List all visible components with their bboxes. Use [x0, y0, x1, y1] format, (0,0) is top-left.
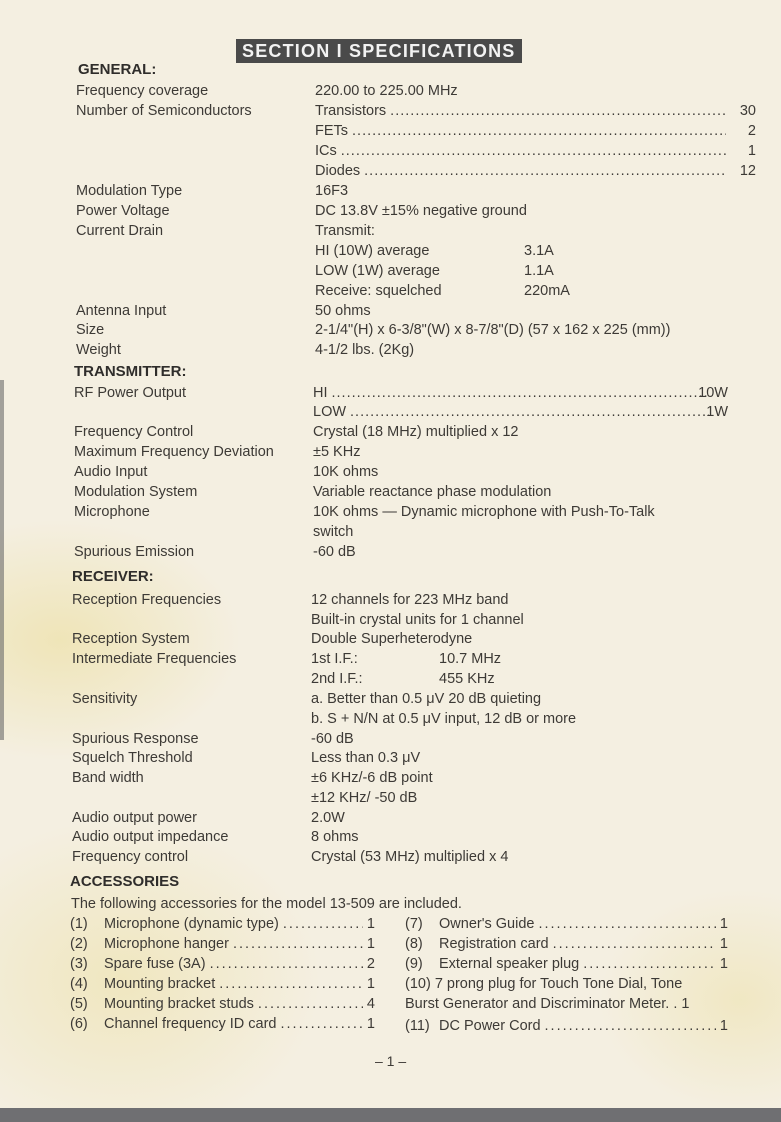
leader-name: HI — [313, 385, 328, 401]
spec-label: Reception System — [72, 631, 190, 647]
list-item: (8) Registration card ..... 1 — [405, 936, 728, 956]
sub-value: 455 KHz — [439, 671, 495, 687]
leader-name: FETs — [315, 123, 349, 139]
spec-value: 2-1/4"(H) x 6-3/8"(W) x 8-7/8"(D) (57 x 162 x 225 (mm)) — [315, 322, 671, 338]
spec-label: Sensitivity — [72, 691, 138, 707]
leader-row — [315, 103, 730, 119]
list-item: (1) Microphone (dynamic type) ..... 1 — [70, 916, 375, 936]
spec-row — [76, 243, 756, 263]
spec-value: 220.00 to 225.00 MHz — [315, 83, 458, 99]
spec-label: RF Power Output — [74, 385, 187, 401]
sub-value: 220mA — [524, 283, 570, 299]
section-transmitter: TRANSMITTER: — [74, 363, 187, 380]
spec-row — [72, 631, 752, 651]
spec-label: Size — [76, 322, 105, 338]
spec-label: Frequency control — [72, 849, 189, 865]
spec-value: 4-1/2 lbs. (2Kg) — [315, 342, 415, 358]
spec-row — [76, 283, 756, 303]
accessories-intro: The following accessories for the model 13-509 are included. — [71, 896, 462, 912]
spec-label: Audio Input — [74, 464, 148, 480]
sub-value: 10.7 MHz — [439, 651, 502, 667]
spec-row — [76, 263, 756, 283]
spec-row — [72, 810, 752, 830]
spec-row — [74, 464, 754, 484]
spec-row — [72, 790, 752, 810]
spec-label: Modulation System — [74, 484, 198, 500]
spec-value: a. Better than 0.5 μV 20 dB quieting — [311, 691, 542, 707]
spec-row — [74, 524, 754, 544]
list-item: (5) Mounting bracket studs ..... 4 — [70, 996, 375, 1016]
leader-row — [313, 404, 713, 420]
spec-value: -60 dB — [313, 544, 356, 560]
spec-row — [76, 342, 756, 362]
spec-value: ±12 KHz/ -50 dB — [311, 790, 418, 806]
spec-label: Modulation Type — [76, 183, 183, 199]
leader-value: 12 — [739, 163, 756, 179]
spec-row — [76, 123, 756, 143]
spec-row — [74, 484, 754, 504]
spec-label: Weight — [76, 342, 121, 358]
section-heading: SECTION I SPECIFICATIONS — [236, 39, 522, 63]
spec-row — [76, 322, 756, 342]
spec-row — [74, 404, 754, 424]
spec-row — [74, 424, 754, 444]
list-item: (9) External speaker plug ..... 1 — [405, 956, 728, 976]
sub-name: 1st I.F.: — [311, 651, 358, 667]
spec-value: switch — [313, 524, 354, 540]
list-item: (3) Spare fuse (3A) ..... 2 — [70, 956, 375, 976]
spec-label: Microphone — [74, 504, 150, 520]
sub-name: Receive: squelched — [315, 283, 442, 299]
spec-label: Current Drain — [76, 223, 164, 239]
spec-row — [72, 651, 752, 671]
spec-row — [72, 612, 752, 632]
sub-name: 2nd I.F.: — [311, 671, 363, 687]
section-general: GENERAL: — [78, 61, 157, 78]
spec-row — [74, 544, 754, 564]
list-item: Burst Generator and Discriminator Meter. . 1 — [405, 996, 690, 1012]
leader-name: LOW — [313, 404, 347, 420]
spec-value: Variable reactance phase modulation — [313, 484, 552, 500]
section-accessories: ACCESSORIES — [70, 873, 180, 890]
spec-label: Spurious Response — [72, 731, 199, 747]
spec-value: 16F3 — [315, 183, 349, 199]
spec-label: Frequency coverage — [76, 83, 209, 99]
spec-label: Audio output impedance — [72, 829, 229, 845]
list-item: (11) DC Power Cord ..... 1 — [405, 1018, 728, 1038]
spec-value: ±5 KHz — [313, 444, 361, 460]
spec-label: Band width — [72, 770, 144, 786]
spec-value: 10K ohms — [313, 464, 379, 480]
spec-value: Built-in crystal units for 1 channel — [311, 612, 524, 628]
spec-row — [72, 731, 752, 751]
page-number: – 1 – — [375, 1053, 407, 1069]
section-receiver: RECEIVER: — [72, 568, 154, 585]
bottom-edge — [0, 1108, 781, 1122]
sub-name: LOW (1W) average — [315, 263, 440, 279]
spec-value: Crystal (18 MHz) multiplied x 12 — [313, 424, 519, 440]
spec-value: 2.0W — [311, 810, 345, 826]
spec-row — [72, 671, 752, 691]
leader-value: 2 — [747, 123, 756, 139]
spec-row — [76, 183, 756, 203]
spec-label: Audio output power — [72, 810, 197, 826]
list-item: (2) Microphone hanger ..... 1 — [70, 936, 375, 956]
spec-value: DC 13.8V ±15% negative ground — [315, 203, 527, 219]
spec-value: 10K ohms — Dynamic microphone with Push-To-Talk — [313, 504, 655, 520]
spec-row — [76, 223, 756, 243]
leader-name: Transistors — [315, 103, 387, 119]
spec-row — [72, 711, 752, 731]
spec-row — [74, 385, 754, 405]
leader-value: 10W — [698, 385, 728, 401]
spec-value: b. S + N/N at 0.5 μV input, 12 dB or more — [311, 711, 577, 727]
spec-value: Transmit: — [315, 223, 375, 239]
spec-row — [72, 750, 752, 770]
leader-row — [315, 123, 730, 139]
spec-label: Intermediate Frequencies — [72, 651, 237, 667]
leader-name: ICs — [315, 143, 337, 159]
spec-row — [72, 691, 752, 711]
sub-value: 3.1A — [524, 243, 554, 259]
leader-row — [315, 143, 730, 159]
spec-label: Reception Frequencies — [72, 592, 222, 608]
spec-row — [76, 143, 756, 163]
list-item: (4) Mounting bracket ..... 1 — [70, 976, 375, 996]
spec-value: Crystal (53 MHz) multiplied x 4 — [311, 849, 509, 865]
spec-row — [72, 592, 752, 612]
spec-value: 50 ohms — [315, 303, 371, 319]
list-item: (6) Channel frequency ID card ..... 1 — [70, 1016, 375, 1036]
leader-row — [315, 163, 730, 179]
spec-label: Squelch Threshold — [72, 750, 193, 766]
list-item: (10) 7 prong plug for Touch Tone Dial, Tone — [405, 976, 683, 992]
leader-value: 1W — [706, 404, 728, 420]
list-item: (7) Owner's Guide ..... 1 — [405, 916, 728, 936]
leader-name: Diodes — [315, 163, 361, 179]
spec-row — [76, 303, 756, 323]
spec-value: Less than 0.3 μV — [311, 750, 421, 766]
spec-row — [76, 83, 756, 103]
spec-row — [72, 829, 752, 849]
leader-row — [313, 385, 713, 401]
spec-row — [76, 203, 756, 223]
spec-value: ±6 KHz/-6 dB point — [311, 770, 433, 786]
spec-row — [74, 504, 754, 524]
spec-label: Spurious Emission — [74, 544, 195, 560]
spec-row — [72, 849, 752, 869]
spec-label: Frequency Control — [74, 424, 194, 440]
spec-row — [72, 770, 752, 790]
spec-label: Number of Semiconductors — [76, 103, 252, 119]
spec-row — [76, 163, 756, 183]
leader-value: 30 — [739, 103, 756, 119]
spec-value: -60 dB — [311, 731, 354, 747]
spec-label: Antenna Input — [76, 303, 167, 319]
spec-label: Maximum Frequency Deviation — [74, 444, 274, 460]
spec-row — [74, 444, 754, 464]
spec-value: Double Superheterodyne — [311, 631, 473, 647]
leader-value: 1 — [747, 143, 756, 159]
sub-name: HI (10W) average — [315, 243, 430, 259]
sub-value: 1.1A — [524, 263, 554, 279]
binding-edge — [0, 380, 4, 740]
spec-value: 8 ohms — [311, 829, 359, 845]
spec-label: Power Voltage — [76, 203, 170, 219]
spec-row — [76, 103, 756, 123]
spec-value: 12 channels for 223 MHz band — [311, 592, 509, 608]
